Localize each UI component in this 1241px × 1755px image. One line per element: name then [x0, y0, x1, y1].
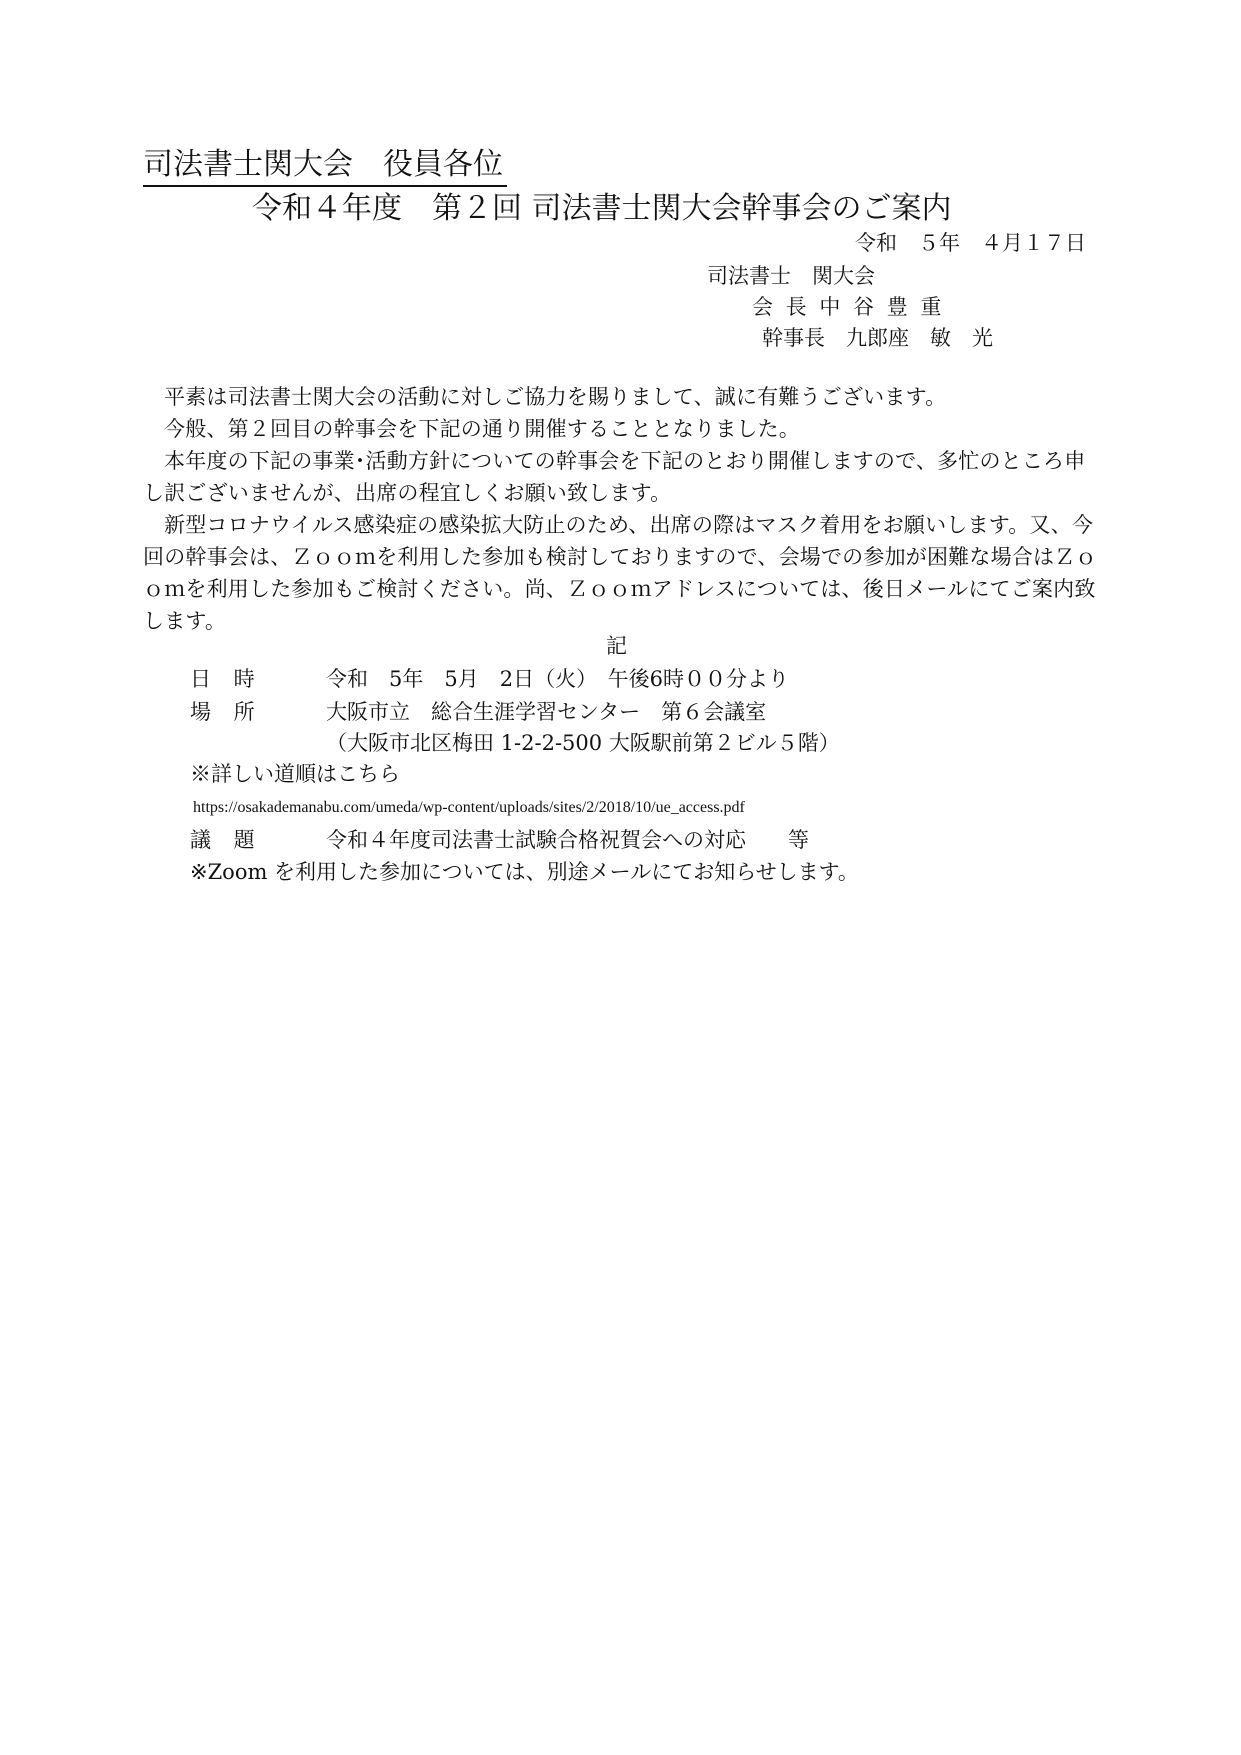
datetime-row: [190, 663, 789, 695]
ki-heading: 記: [606, 634, 627, 658]
body-text: [143, 381, 1098, 637]
agenda-row: [190, 824, 809, 856]
document-title: 令和４年度 第２回 司法書士関大会幹事会のご案内: [252, 191, 952, 226]
place-label: 場 所: [190, 700, 263, 724]
directions-note: ※詳しい道順はこちら: [190, 762, 400, 786]
directions-link[interactable]: https://osakademanabu.com/umeda/wp-content/uploads/sites/2/2018/10/ue_access.pdf: [193, 799, 745, 816]
place-row: [190, 696, 766, 728]
zoom-note: ※Zoom を利用した参加については、別途メールにてお知らせします。: [190, 860, 859, 884]
issue-date: 令和 ５年 ４月１７日: [855, 231, 1086, 255]
body-paragraph: 新型コロナウイルス感染症の感染拡大防止のため、出席の際はマスク着用をお願いします。又、今回の幹事会は、Ｚｏｏｍを利用した参加も検討しておりますので、会場での参加が困難な場合はＺｏｏｍを利用した参加もご検討ください。尚、Ｚｏｏｍアドレスについては、後日メールにてご案内致します。: [143, 513, 1097, 633]
body-paragraph: 今般、第２回目の幹事会を下記の通り開催することとなりました。: [164, 417, 800, 441]
place-value: 大阪市立 総合生涯学習センター 第６会議室: [326, 700, 767, 724]
agenda-label: 議 題: [190, 828, 263, 852]
agenda-value: 令和４年度司法書士試験合格祝賀会への対応 等: [326, 828, 809, 852]
issuer-organization: 司法書士 関大会: [707, 264, 875, 288]
issuer-chair: 会 長 中 谷 豊 重: [752, 295, 945, 319]
place-address: （大阪市北区梅田 1-2-2-500 大阪駅前第２ビル５階）: [326, 731, 840, 755]
body-paragraph: 本年度の下記の事業･活動方針についての幹事会を下記のとおり開催しますので、多忙のところ申し訳ございませんが、出席の程宜しくお願い致します。: [143, 449, 1086, 505]
addressee: 司法書士関大会 役員各位: [143, 146, 507, 187]
datetime-value: 令和 5年 5月 2日（火） 午後6時００分より: [326, 667, 789, 691]
issuer-secretary: 幹事長 九郎座 敏 光: [762, 326, 993, 350]
datetime-label: 日 時: [190, 667, 263, 691]
body-paragraph: 平素は司法書士関大会の活動に対しご協力を賜りまして、誠に有難うございます。: [164, 385, 947, 409]
